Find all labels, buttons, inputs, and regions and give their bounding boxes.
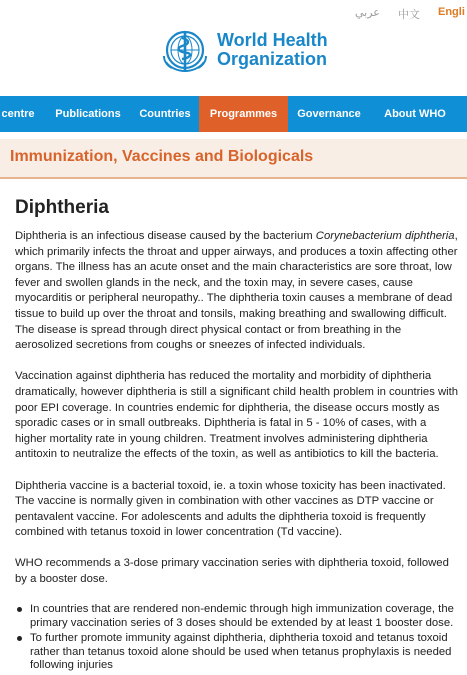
paragraph-recommendation: WHO recommends a 3-dose primary vaccination series with diphtheria toxoid, followed by a booster dose.: [15, 557, 449, 586]
paragraph-intro: [15, 229, 460, 354]
list-item: [15, 603, 460, 630]
page-title: Diphtheria: [15, 197, 109, 218]
nav-item-programmes[interactable]: Programmes: [199, 96, 288, 132]
list-item-text: To further promote immunity against diphtheria, diphtheria toxoid and tetanus toxoid rather than tetanus toxoid alone should be used when tetanus prophylaxis is needed following injuries: [30, 632, 452, 672]
article-content: [15, 197, 460, 675]
language-link-arabic[interactable]: عربي: [355, 6, 380, 19]
logo-line-1: World Health: [217, 30, 328, 50]
paragraph-vaccine: Diphtheria vaccine is a bacterial toxoid, ie. a toxin whose toxicity has been inactivated. The vaccine is normally given in combination with other vaccines as DTP vaccine or pentavalent vaccine. For adolescents and adults the diphtheria toxoid is frequently combined with tetanus toxoid in lower concentration (Td vaccine).: [15, 479, 446, 539]
recommendation-list: [15, 603, 460, 673]
bacterium-name: Corynebacterium diphtheria: [315, 230, 455, 242]
main-navigation: [0, 96, 467, 132]
section-header: [0, 139, 467, 179]
who-logo[interactable]: [160, 28, 330, 74]
logo-line-2: Organization: [217, 49, 328, 69]
nav-item-publications[interactable]: Publications: [55, 108, 121, 120]
nav-item-countries[interactable]: Countries: [139, 108, 191, 120]
nav-item-about-who[interactable]: About WHO: [384, 108, 446, 120]
paragraph-intro-text-1: Diphtheria is an infectious disease caused by the bacterium: [15, 230, 316, 242]
list-item-text: In countries that are rendered non-endemic through high immunization coverage, the primary vaccination series of 3 doses should be extended by at least 1 booster dose.: [30, 603, 454, 629]
logo-text: [217, 31, 328, 69]
bullet-icon: [17, 607, 22, 612]
paragraph-vaccination: Vaccination against diphtheria has reduced the mortality and morbidity of diphtheria dramatically, however diphtheria is still a significant child health problem in countries with poor EPI coverage. In countries endemic for diphtheria, the disease occurs mostly as sporadic cases or in small outbreaks. Diphtheria is fatal in 5 - 10% of cases, with a higher mortality rate in young children. Treatment involves administering diphtheria antitoxin to neutralize the effects of the toxin, as well as antibiotics to kill the bacteria.: [15, 370, 459, 461]
section-title[interactable]: Immunization, Vaccines and Biologicals: [10, 148, 314, 165]
bullet-icon: [17, 636, 22, 641]
who-emblem-icon: [160, 28, 210, 74]
paragraph-intro-text-2: , which primarily infects the throat and upper airways, and produces a toxin affecting other organs. The illness has an acute onset and the main characteristics are sore throat, low fever and swollen glands in the neck, and the toxin may, in severe cases, cause myocarditis or peripheral neuropathy.. The diphtheria toxin causes a membrane of dead tissue to build up over the throat and tonsils, making breathing and swallowing difficult. The disease is spread through direct physical contact or from breathing in the aerosolized secretions from coughs or sneezes of infected individuals.: [15, 230, 458, 352]
language-link-chinese[interactable]: 中文: [398, 8, 420, 21]
list-item: [15, 632, 460, 673]
nav-item-media-centre[interactable]: centre: [1, 108, 35, 120]
language-link-english[interactable]: Engli: [438, 6, 465, 18]
language-bar: [0, 6, 467, 22]
nav-item-governance[interactable]: Governance: [297, 108, 361, 120]
